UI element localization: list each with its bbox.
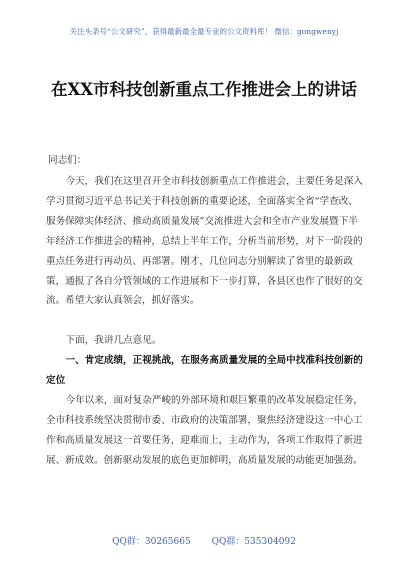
document-title: 在XX市科技创新重点工作推进会上的讲话: [50, 80, 358, 99]
section-heading-1: 一、肯定成绩，正视挑战，在服务高质量发展的全局中找准科技创新的定位: [46, 355, 363, 386]
footer-qq-group-2: QQ群：535304092: [211, 537, 296, 547]
salutation: 同志们：: [48, 155, 87, 166]
footer-qq-group-1: QQ群：30265665: [112, 537, 191, 547]
paragraph-transition: 下面，我讲几点意见。: [65, 335, 162, 346]
footer-contacts: [0, 534, 408, 547]
paragraph-section-1: 今年以来，面对复杂严峻的外部环境和艰巨繁重的改革发展稳定任务，全市科技系统坚决贯彻市委、市政府的决策部署，聚焦经济建设这一中心工作和高质量发展这一首要任务，迎难而上，主动作为，各项工作取得了新进展、新成效。创新驱动发展的底色更加鲜明，高质量发展的动能更加强劲。: [46, 395, 363, 466]
header-promo-note: 关注头条号“公文研究”，获得最新最全最专业的公文资料库！ 微信：gongwenyj: [69, 27, 339, 36]
paragraph-intro: 今天，我们在这里召开全市科技创新重点工作推进会，主要任务是深入学习贯彻习近平总书记关于科技创新的重要论述，全面落实全省“学查改、服务保障实体经济、推动高质量发展”交流推进大会和全市产业发展暨下半年经济工作推进会的精神，总结上半年工作，分析当前形势，对下一阶段的重点任务进行再动员、再部署。刚才，几位同志分别解读了省里的最新政策，通报了各自分管领域的工作进展和下一步打算，各县区也作了很好的交流。希望大家认真领会，抓好落实。: [46, 176, 363, 307]
